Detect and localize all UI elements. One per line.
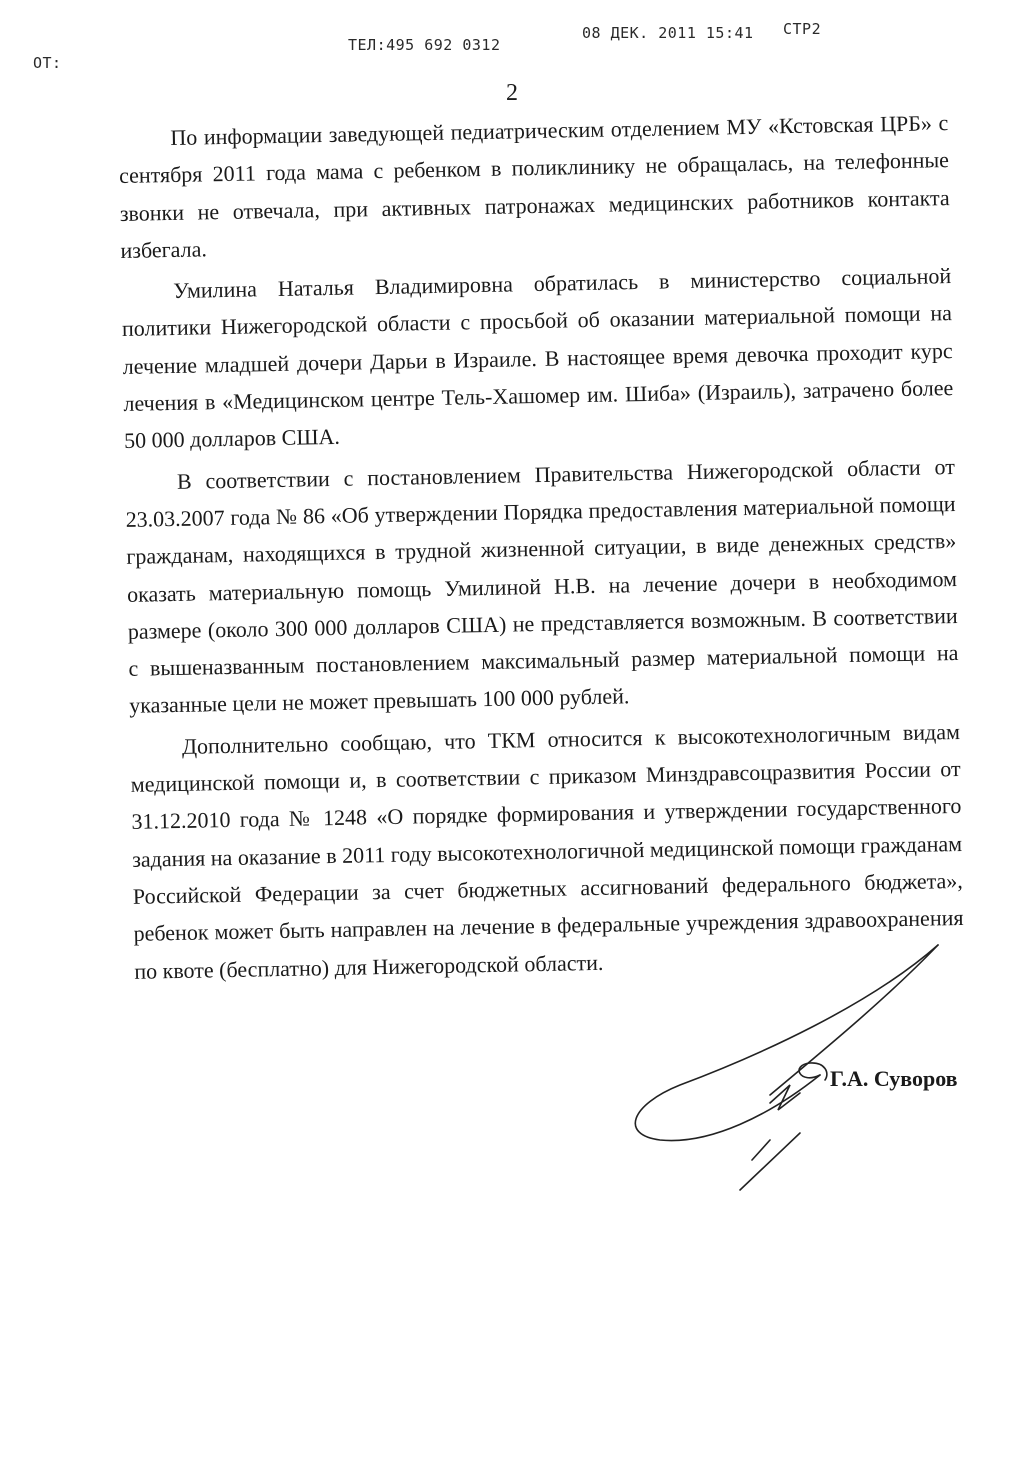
paragraph-federal-quota: Дополнительно сообщаю, что ТКМ относится к высокотехнологичным видам медицинской помощи и, в соответствии с приказом Минздравсоцразвития России от 31.12.2010 года № 1248 «О порядке формирования и утверждении государственного задания на оказание в 2011 году высокотехнологичной медицинской помощи гражданам Российской Федерации за счет бюджетных ассигнований федерального бюджета», ребенок может быть направлен на лечение в федеральные учреждения здравоохранения по квоте (бесплатно) для Нижегородской области. [130, 718, 964, 984]
page-number: 2 [506, 80, 518, 106]
paragraph-treatment-request: Умилина Наталья Владимировна обратилась в министерство социальной политики Нижегородской области с просьбой об оказании материальной помощи на лечение младшей дочери Дарьи в Израиле. В настоящее время девочка проходит курс лечения в «Медицинском центре Тель-Хашомер им. Шиба» (Израиль), затрачено более 50 000 долларов США. [121, 263, 954, 454]
paragraph-clinic-info: По информации заведующей педиатрическим отделением МУ «Кстовская ЦРБ» с сентября 2011 года мама с ребенком в поликлинику не обращалась, на телефонные звонки не отвечала, при активных патронажах медицинских работников контакта избегала. [118, 110, 950, 263]
signer-name: Г.А. Суворов [830, 1066, 958, 1091]
fax-datetime: 08 ДЕК. 2011 15:41 [582, 24, 754, 42]
letter-body [118, 104, 965, 994]
fax-phone: ТЕЛ:495 692 0312 [348, 36, 501, 54]
fax-from-label: ОТ: [33, 54, 62, 72]
paragraph-legal-basis: В соответствии с постановлением Правительства Нижегородской области от 23.03.2007 года № 86 «Об утверждении Порядка предоставления материальной помощи гражданам, находящихся в трудной жизненной ситуации, в виде денежных средств» оказать материальную помощь Умилиной Н.В. на лечение дочери в необходимом размере (около 300 000 долларов США) не представляется возможным. В соответствии с вышеназванным постановлением максимальный размер материальной помощи на указанные цели не может превышать 100 000 рублей. [125, 453, 959, 719]
fax-page-indicator: СТР2 [783, 20, 822, 38]
